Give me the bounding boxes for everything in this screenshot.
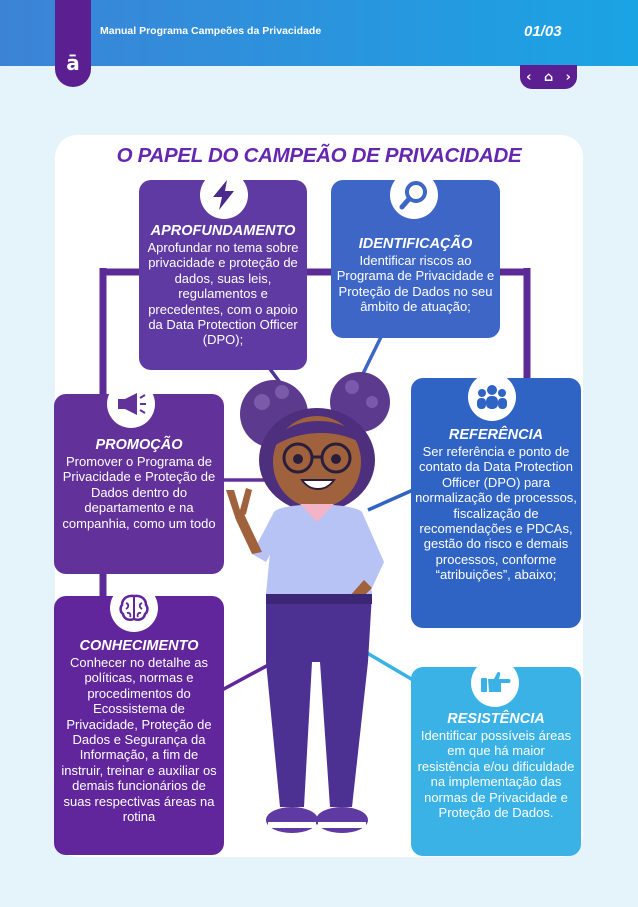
card-text: Promover o Programa de Privacidade e Proteção de Dados dentro do departamento e na companhia, como um todo <box>62 454 216 531</box>
people-icon <box>468 373 516 421</box>
card-title: RESISTÊNCIA <box>447 711 545 727</box>
card-title: APROFUNDAMENTO <box>150 223 296 239</box>
page-number: 01/03 <box>524 23 562 40</box>
card-promocao <box>54 394 224 574</box>
card-resistencia <box>411 667 581 856</box>
card-text: Conhecer no detalhe as políticas, normas e procedimentos do Ecossistema de Privacidade, Proteção de Dados e Segurança da Informação, a fim de instruir, treinar e auxiliar os demais funcionários de suas respectivas áreas na rotina <box>61 655 217 825</box>
next-page-icon[interactable]: › <box>565 69 571 85</box>
page-title: O PAPEL DO CAMPEÃO DE PRIVACIDADE <box>116 144 522 167</box>
card-text: Identificar riscos ao Programa de Privacidade e Proteção de Dados no seu âmbito de atuação; <box>336 253 495 315</box>
card-conhecimento <box>54 596 224 855</box>
brand-logo: ā <box>66 51 80 75</box>
megaphone-icon <box>107 380 155 428</box>
lightning-icon <box>200 171 248 219</box>
card-text: Aprofundar no tema sobre privacidade e proteção de dados, suas leis, regulamentos e precedentes, com o apoio da Data Protection Officer (DPO); <box>147 240 299 348</box>
card-title: CONHECIMENTO <box>79 638 199 654</box>
card-title: PROMOÇÃO <box>95 437 183 453</box>
document-title: Manual Programa Campeões da Privacidade <box>100 25 322 37</box>
home-icon[interactable]: ⌂ <box>543 69 554 85</box>
brain-icon <box>110 584 158 632</box>
magnifier-icon <box>390 171 438 219</box>
prev-page-icon[interactable]: ‹ <box>526 69 532 85</box>
card-aprofundamento <box>139 180 307 370</box>
card-text: Identificar possíveis áreas em que há maior resistência e/ou dificuldade na implementação das normas de Privacidade e Proteção de Dados. <box>417 728 575 821</box>
privacy-champion-illustration <box>222 362 412 847</box>
card-title: REFERÊNCIA <box>448 427 544 443</box>
card-referencia <box>411 378 581 628</box>
card-title: IDENTIFICAÇÃO <box>358 236 473 252</box>
card-text: Ser referência e ponto de contato da Data Protection Officer (DPO) para normalização de processos, fiscalização de recomendações e PDCAs, gestão do risco e demais processos, conforme “atribuições”, abaixo; <box>415 444 577 583</box>
card-identificacao <box>331 180 500 338</box>
pointing-hand-icon <box>471 659 519 707</box>
